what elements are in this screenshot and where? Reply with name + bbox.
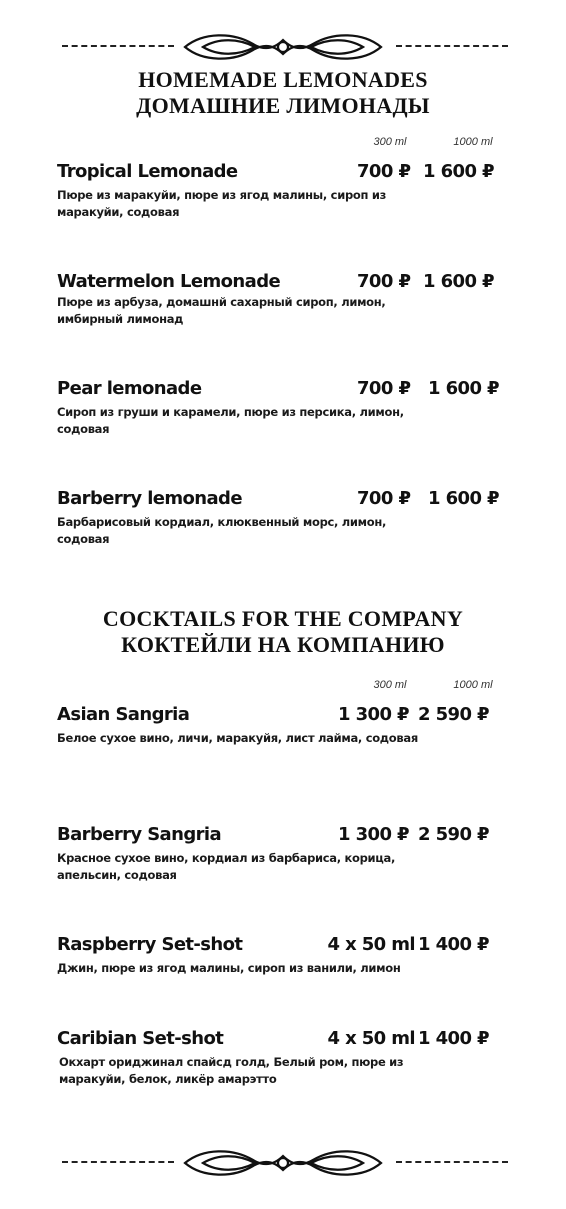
item-description: Окхарт ориджинал спайсд голд, Белый ром, пюре из маракуйи, белок, ликёр амарэтто — [59, 1055, 404, 1086]
dashed-line-right — [396, 1161, 508, 1163]
price-small: 1 300 ₽ — [338, 704, 409, 725]
price-large: 2 590 ₽ — [418, 824, 489, 845]
item-name: Caribian Set-shot — [57, 1028, 224, 1049]
price-small: 1 300 ₽ — [338, 824, 409, 845]
item-name: Tropical Lemonade — [57, 161, 238, 182]
price-large: 1 600 ₽ — [428, 378, 499, 399]
price-small: 4 x 50 ml — [327, 1028, 415, 1049]
item-name: Raspberry Set-shot — [57, 934, 243, 955]
volume-large-label: 1000 ml — [453, 136, 493, 148]
scroll-ornament-icon — [183, 30, 383, 64]
section-heading-cocktails — [0, 606, 566, 658]
dashed-line-left — [62, 45, 174, 47]
price-small: 700 ₽ — [357, 161, 411, 182]
item-name: Barberry lemonade — [57, 488, 242, 509]
price-large: 2 590 ₽ — [418, 704, 489, 725]
price-small: 700 ₽ — [357, 488, 411, 509]
price-small: 700 ₽ — [357, 378, 411, 399]
section-heading-lemonades — [0, 67, 566, 119]
volume-large-label: 1000 ml — [453, 679, 493, 691]
section-title-ru: КОКТЕЙЛИ НА КОМПАНИЮ — [121, 632, 445, 657]
section-title-en: COCKTAILS FOR THE COMPANY — [102, 606, 464, 631]
item-description: Белое сухое вино, личи, маракуйя, лист лайма, содовая — [57, 731, 418, 745]
price-small: 700 ₽ — [357, 271, 411, 292]
price-large: 1 600 ₽ — [423, 271, 494, 292]
item-name: Watermelon Lemonade — [57, 271, 281, 292]
item-description: Джин, пюре из ягод малины, сироп из ванили, лимон — [57, 961, 401, 975]
price-large: 1 600 ₽ — [428, 488, 499, 509]
item-description: Красное сухое вино, кордиал из барбариса, корица, апельсин, содовая — [57, 851, 396, 882]
item-description: Пюре из маракуйи, пюре из ягод малины, сироп из маракуйи, содовая — [57, 188, 386, 219]
volume-small-label: 300 ml — [373, 136, 407, 148]
scroll-ornament-icon — [183, 1146, 383, 1180]
dashed-line-right — [396, 45, 508, 47]
price-large: 1 400 ₽ — [418, 934, 489, 955]
volume-small-label: 300 ml — [373, 679, 407, 691]
item-description: Сироп из груши и карамели, пюре из персика, лимон, содовая — [57, 405, 404, 436]
top-ornament-divider — [0, 30, 566, 64]
price-small: 4 x 50 ml — [327, 934, 415, 955]
item-name: Asian Sangria — [57, 704, 190, 725]
item-name: Barberry Sangria — [57, 824, 221, 845]
price-large: 1 400 ₽ — [418, 1028, 489, 1049]
price-large: 1 600 ₽ — [423, 161, 494, 182]
item-name: Pear lemonade — [57, 378, 202, 399]
item-description: Пюре из арбуза, домашнй сахарный сироп, лимон, имбирный лимонад — [57, 295, 386, 326]
section-title-en: HOMEMADE LEMONADES — [138, 67, 428, 92]
dashed-line-left — [62, 1161, 174, 1163]
item-description: Барбарисовый кордиал, клюквенный морс, лимон, содовая — [57, 515, 387, 546]
section-title-ru: ДОМАШНИЕ ЛИМОНАДЫ — [136, 93, 430, 118]
bottom-ornament-divider — [0, 1146, 566, 1180]
